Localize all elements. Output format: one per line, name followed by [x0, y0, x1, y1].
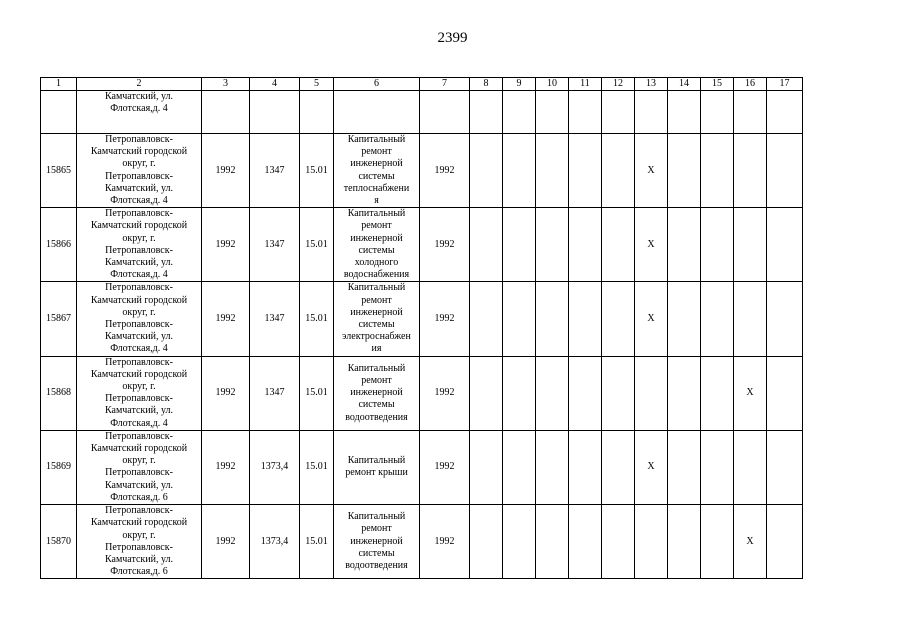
- cell-empty: [334, 91, 420, 134]
- table-row: [41, 282, 803, 356]
- cell-year-2: 1992: [420, 134, 470, 208]
- column-header: 6: [334, 78, 420, 91]
- cell-empty: [536, 282, 569, 356]
- cell-year: 1992: [202, 356, 250, 430]
- cell-empty: [470, 91, 503, 134]
- table-row: [41, 356, 803, 430]
- cell-area: 1347: [250, 134, 300, 208]
- cell-work-type: Капитальный ремонт инженерной системы холодного водоснабжения: [334, 208, 420, 282]
- cell-mark-13: Х: [635, 282, 668, 356]
- cell-address: Петропавловск- Камчатский городской округ, г. Петропавловск- Камчатский, ул. Флотская,д. 4: [77, 208, 202, 282]
- cell-year: 1992: [202, 208, 250, 282]
- cell-empty: [503, 505, 536, 579]
- column-header: 2: [77, 78, 202, 91]
- cell-empty: [668, 208, 701, 282]
- cell-mark-13: Х: [635, 208, 668, 282]
- cell-empty: [536, 505, 569, 579]
- cell-code: 15.01: [300, 208, 334, 282]
- cell-address: Петропавловск- Камчатский городской округ, г. Петропавловск- Камчатский, ул. Флотская,д. 4: [77, 134, 202, 208]
- table-row: [41, 505, 803, 579]
- cell-address: Петропавловск- Камчатский городской округ, г. Петропавловск- Камчатский, ул. Флотская,д. 4: [77, 356, 202, 430]
- cell-area: 1373,4: [250, 505, 300, 579]
- cell-mark-13: Х: [635, 134, 668, 208]
- cell-empty: [569, 134, 602, 208]
- column-header: 10: [536, 78, 569, 91]
- cell-empty: [602, 430, 635, 504]
- column-header: 1: [41, 78, 77, 91]
- cell-empty: [470, 430, 503, 504]
- column-header: 5: [300, 78, 334, 91]
- cell-empty: [420, 91, 470, 134]
- column-header: 17: [767, 78, 803, 91]
- cell-year: 1992: [202, 505, 250, 579]
- cell-empty: [767, 282, 803, 356]
- cell-code: 15.01: [300, 134, 334, 208]
- table-row: [41, 430, 803, 504]
- cell-id: 15867: [41, 282, 77, 356]
- cell-mark-16: [734, 208, 767, 282]
- cell-address: Петропавловск- Камчатский городской округ, г. Петропавловск- Камчатский, ул. Флотская,д. 4: [77, 282, 202, 356]
- cell-empty: [767, 430, 803, 504]
- cell-work-type: Капитальный ремонт инженерной системы теплоснабжени я: [334, 134, 420, 208]
- cell-empty: [470, 282, 503, 356]
- cell-empty: [701, 282, 734, 356]
- cell-empty: [470, 134, 503, 208]
- cell-year-2: 1992: [420, 356, 470, 430]
- cell-empty: [668, 91, 701, 134]
- cell-empty: [536, 91, 569, 134]
- cell-mark-13: [635, 356, 668, 430]
- cell-empty: [668, 356, 701, 430]
- cell-empty: [569, 356, 602, 430]
- cell-work-type: Капитальный ремонт инженерной системы водоотведения: [334, 505, 420, 579]
- column-header: 11: [569, 78, 602, 91]
- register-table: [40, 77, 803, 579]
- cell-area: 1347: [250, 282, 300, 356]
- cell-area: 1373,4: [250, 430, 300, 504]
- cell-year-2: 1992: [420, 282, 470, 356]
- column-header: 15: [701, 78, 734, 91]
- cell-address: Петропавловск- Камчатский городской округ, г. Петропавловск- Камчатский, ул. Флотская,д. 6: [77, 505, 202, 579]
- cell-year-2: 1992: [420, 208, 470, 282]
- cell-empty: [503, 134, 536, 208]
- cell-code: 15.01: [300, 356, 334, 430]
- column-number-row: [41, 78, 803, 91]
- cell-empty: [602, 505, 635, 579]
- column-header: 14: [668, 78, 701, 91]
- cell-work-type: Капитальный ремонт инженерной системы электроснабжен ия: [334, 282, 420, 356]
- cell-mark-16: [734, 134, 767, 208]
- cell-year-2: 1992: [420, 505, 470, 579]
- cell-id: 15865: [41, 134, 77, 208]
- cell-empty: [536, 356, 569, 430]
- cell-empty: [602, 282, 635, 356]
- cell-empty: [635, 91, 668, 134]
- cell-id: 15866: [41, 208, 77, 282]
- cell-empty: [602, 134, 635, 208]
- cell-year: 1992: [202, 134, 250, 208]
- cell-id: [41, 91, 77, 134]
- cell-area: 1347: [250, 208, 300, 282]
- cell-mark-16: [734, 430, 767, 504]
- cell-address: Петропавловск- Камчатский городской округ, г. Петропавловск- Камчатский, ул. Флотская,д. 6: [77, 430, 202, 504]
- column-header: 13: [635, 78, 668, 91]
- cell-work-type: Капитальный ремонт инженерной системы водоотведения: [334, 356, 420, 430]
- cell-empty: [470, 208, 503, 282]
- table-row: [41, 134, 803, 208]
- cell-empty: [602, 208, 635, 282]
- cell-empty: [701, 91, 734, 134]
- cell-empty: [250, 91, 300, 134]
- table-row: [41, 208, 803, 282]
- column-header: 8: [470, 78, 503, 91]
- cell-empty: [701, 430, 734, 504]
- cell-empty: [767, 208, 803, 282]
- column-header: 7: [420, 78, 470, 91]
- cell-empty: [503, 282, 536, 356]
- column-header: 9: [503, 78, 536, 91]
- cell-mark-16: Х: [734, 356, 767, 430]
- cell-empty: [536, 208, 569, 282]
- cell-empty: [503, 356, 536, 430]
- cell-id: 15869: [41, 430, 77, 504]
- cell-empty: [767, 505, 803, 579]
- cell-empty: [767, 91, 803, 134]
- cell-empty: [536, 134, 569, 208]
- cell-empty: [569, 505, 602, 579]
- cell-empty: [668, 134, 701, 208]
- cell-id: 15870: [41, 505, 77, 579]
- page-number: 2399: [437, 30, 468, 46]
- cell-work-type: Капитальный ремонт крыши: [334, 430, 420, 504]
- cell-code: 15.01: [300, 430, 334, 504]
- cell-mark-16: [734, 282, 767, 356]
- cell-address: Камчатский, ул. Флотская,д. 4: [77, 91, 202, 134]
- cell-empty: [569, 91, 602, 134]
- cell-mark-13: [635, 505, 668, 579]
- cell-empty: [767, 134, 803, 208]
- column-header: 12: [602, 78, 635, 91]
- cell-year: 1992: [202, 282, 250, 356]
- cell-empty: [668, 430, 701, 504]
- cell-empty: [202, 91, 250, 134]
- cell-empty: [767, 356, 803, 430]
- cell-mark-13: Х: [635, 430, 668, 504]
- cell-empty: [536, 430, 569, 504]
- cell-empty: [569, 282, 602, 356]
- cell-code: 15.01: [300, 505, 334, 579]
- cell-empty: [602, 356, 635, 430]
- cell-empty: [569, 430, 602, 504]
- cell-empty: [701, 208, 734, 282]
- cell-empty: [470, 356, 503, 430]
- cell-empty: [569, 208, 602, 282]
- column-header: 4: [250, 78, 300, 91]
- cell-empty: [701, 356, 734, 430]
- cell-empty: [470, 505, 503, 579]
- continuation-row: [41, 91, 803, 134]
- cell-code: 15.01: [300, 282, 334, 356]
- column-header: 16: [734, 78, 767, 91]
- cell-year-2: 1992: [420, 430, 470, 504]
- cell-empty: [668, 282, 701, 356]
- cell-empty: [503, 430, 536, 504]
- cell-empty: [300, 91, 334, 134]
- cell-empty: [701, 505, 734, 579]
- cell-empty: [503, 208, 536, 282]
- cell-empty: [734, 91, 767, 134]
- cell-id: 15868: [41, 356, 77, 430]
- cell-empty: [701, 134, 734, 208]
- column-header: 3: [202, 78, 250, 91]
- cell-empty: [602, 91, 635, 134]
- cell-mark-16: Х: [734, 505, 767, 579]
- cell-year: 1992: [202, 430, 250, 504]
- cell-empty: [668, 505, 701, 579]
- cell-area: 1347: [250, 356, 300, 430]
- cell-empty: [503, 91, 536, 134]
